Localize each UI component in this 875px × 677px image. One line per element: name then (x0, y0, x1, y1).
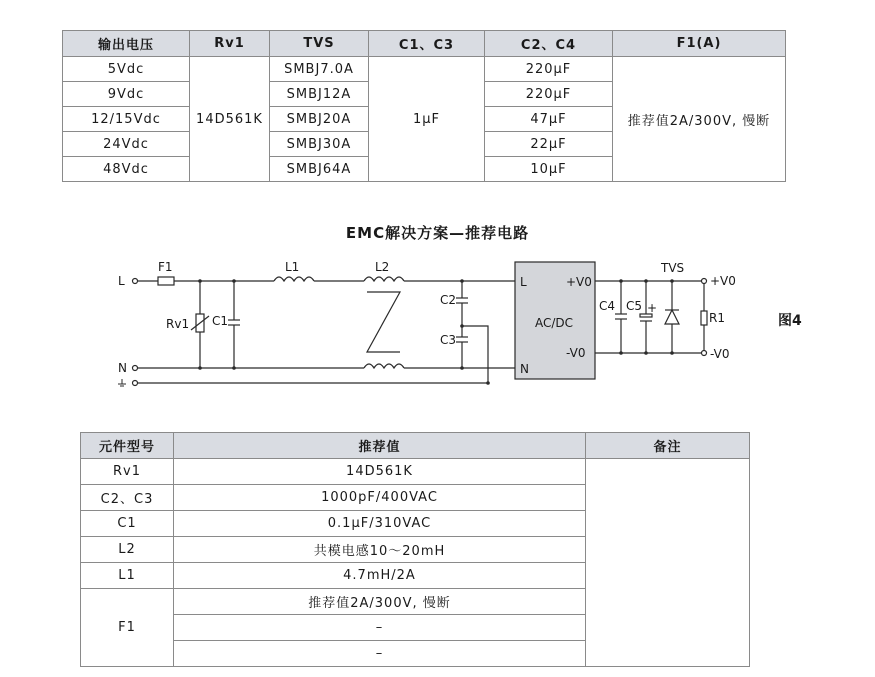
cell-tvs: SMBJ30A (270, 132, 369, 157)
output-voltage-table (62, 30, 786, 182)
label-box-name: AC/DC (535, 316, 574, 330)
header-c2-c4: C2、C4 (485, 31, 613, 57)
label-box-minus-vo: -V0 (566, 346, 586, 360)
label-out-plus-vo: +V0 (710, 274, 736, 288)
label-n-input: N (118, 361, 127, 375)
cell-tvs: SMBJ12A (270, 82, 369, 107)
table-row (81, 459, 750, 485)
cell-c2-c4: 47μF (485, 107, 613, 132)
cell-c2-c4: 220μF (485, 82, 613, 107)
label-box-n: N (520, 362, 529, 376)
cell-part: C2、C3 (81, 485, 174, 511)
label-c5: C5 (626, 299, 643, 313)
fuse-f1 (158, 277, 174, 285)
label-l2: L2 (375, 260, 390, 274)
ground-icon (118, 379, 126, 386)
cell-c1-c3: 1μF (369, 57, 485, 182)
cell-rv1: 14D561K (190, 57, 270, 182)
cell-value: 共模电感10～20mH (174, 537, 586, 563)
cell-value: – (174, 615, 586, 641)
cell-part: Rv1 (81, 459, 174, 485)
cell-voltage: 9Vdc (63, 82, 190, 107)
label-f1: F1 (158, 260, 173, 274)
label-c3: C3 (440, 333, 457, 347)
cell-value: 14D561K (174, 459, 586, 485)
cell-value: 1000pF/400VAC (174, 485, 586, 511)
header-f1: F1(A) (613, 31, 786, 57)
header-remark: 备注 (586, 433, 750, 459)
header-output-voltage: 输出电压 (63, 31, 190, 57)
header-rv1: Rv1 (190, 31, 270, 57)
label-rv1: Rv1 (166, 317, 190, 331)
label-box-plus-vo: +V0 (566, 275, 592, 289)
label-c5-plus: + (647, 301, 658, 315)
cell-value: 0.1μF/310VAC (174, 511, 586, 537)
cell-voltage: 24Vdc (63, 132, 190, 157)
label-c2: C2 (440, 293, 457, 307)
header-value: 推荐值 (174, 433, 586, 459)
cell-voltage: 12/15Vdc (63, 107, 190, 132)
resistor-r1 (701, 311, 707, 325)
cell-voltage: 48Vdc (63, 157, 190, 182)
cell-remark (586, 459, 750, 667)
label-c1: C1 (212, 314, 229, 328)
header-c1-c3: C1、C3 (369, 31, 485, 57)
cell-tvs: SMBJ20A (270, 107, 369, 132)
cell-c2-c4: 10μF (485, 157, 613, 182)
cell-part: C1 (81, 511, 174, 537)
table-header-row (63, 31, 786, 57)
cell-c2-c4: 22μF (485, 132, 613, 157)
cell-part-f1: F1 (81, 589, 174, 667)
header-part: 元件型号 (81, 433, 174, 459)
cell-voltage: 5Vdc (63, 57, 190, 82)
label-l-input: L (118, 274, 125, 288)
figure-label: 图4 (778, 313, 802, 329)
cell-value: – (174, 641, 586, 667)
cell-f1: 推荐值2A/300V, 慢断 (613, 57, 786, 182)
inductor-l2-top (364, 277, 404, 281)
cell-part: L1 (81, 563, 174, 589)
label-box-l: L (520, 275, 527, 289)
inductor-l2-bottom (364, 364, 404, 368)
cell-value: 推荐值2A/300V, 慢断 (174, 589, 586, 615)
label-tvs: TVS (661, 261, 685, 275)
emc-circuit-diagram (0, 248, 875, 398)
label-l1: L1 (285, 260, 300, 274)
cell-value: 4.7mH/2A (174, 563, 586, 589)
label-r1: R1 (709, 311, 725, 325)
component-table (80, 432, 750, 667)
circuit-title: EMC解决方案—推荐电路 (345, 224, 530, 242)
table-row (63, 57, 786, 82)
table-header-row (81, 433, 750, 459)
cell-c2-c4: 220μF (485, 57, 613, 82)
label-c4: C4 (599, 299, 616, 313)
cell-tvs: SMBJ64A (270, 157, 369, 182)
cell-tvs: SMBJ7.0A (270, 57, 369, 82)
header-tvs: TVS (270, 31, 369, 57)
label-out-minus-vo: -V0 (710, 347, 730, 361)
inductor-l1 (274, 277, 314, 281)
cell-part: L2 (81, 537, 174, 563)
